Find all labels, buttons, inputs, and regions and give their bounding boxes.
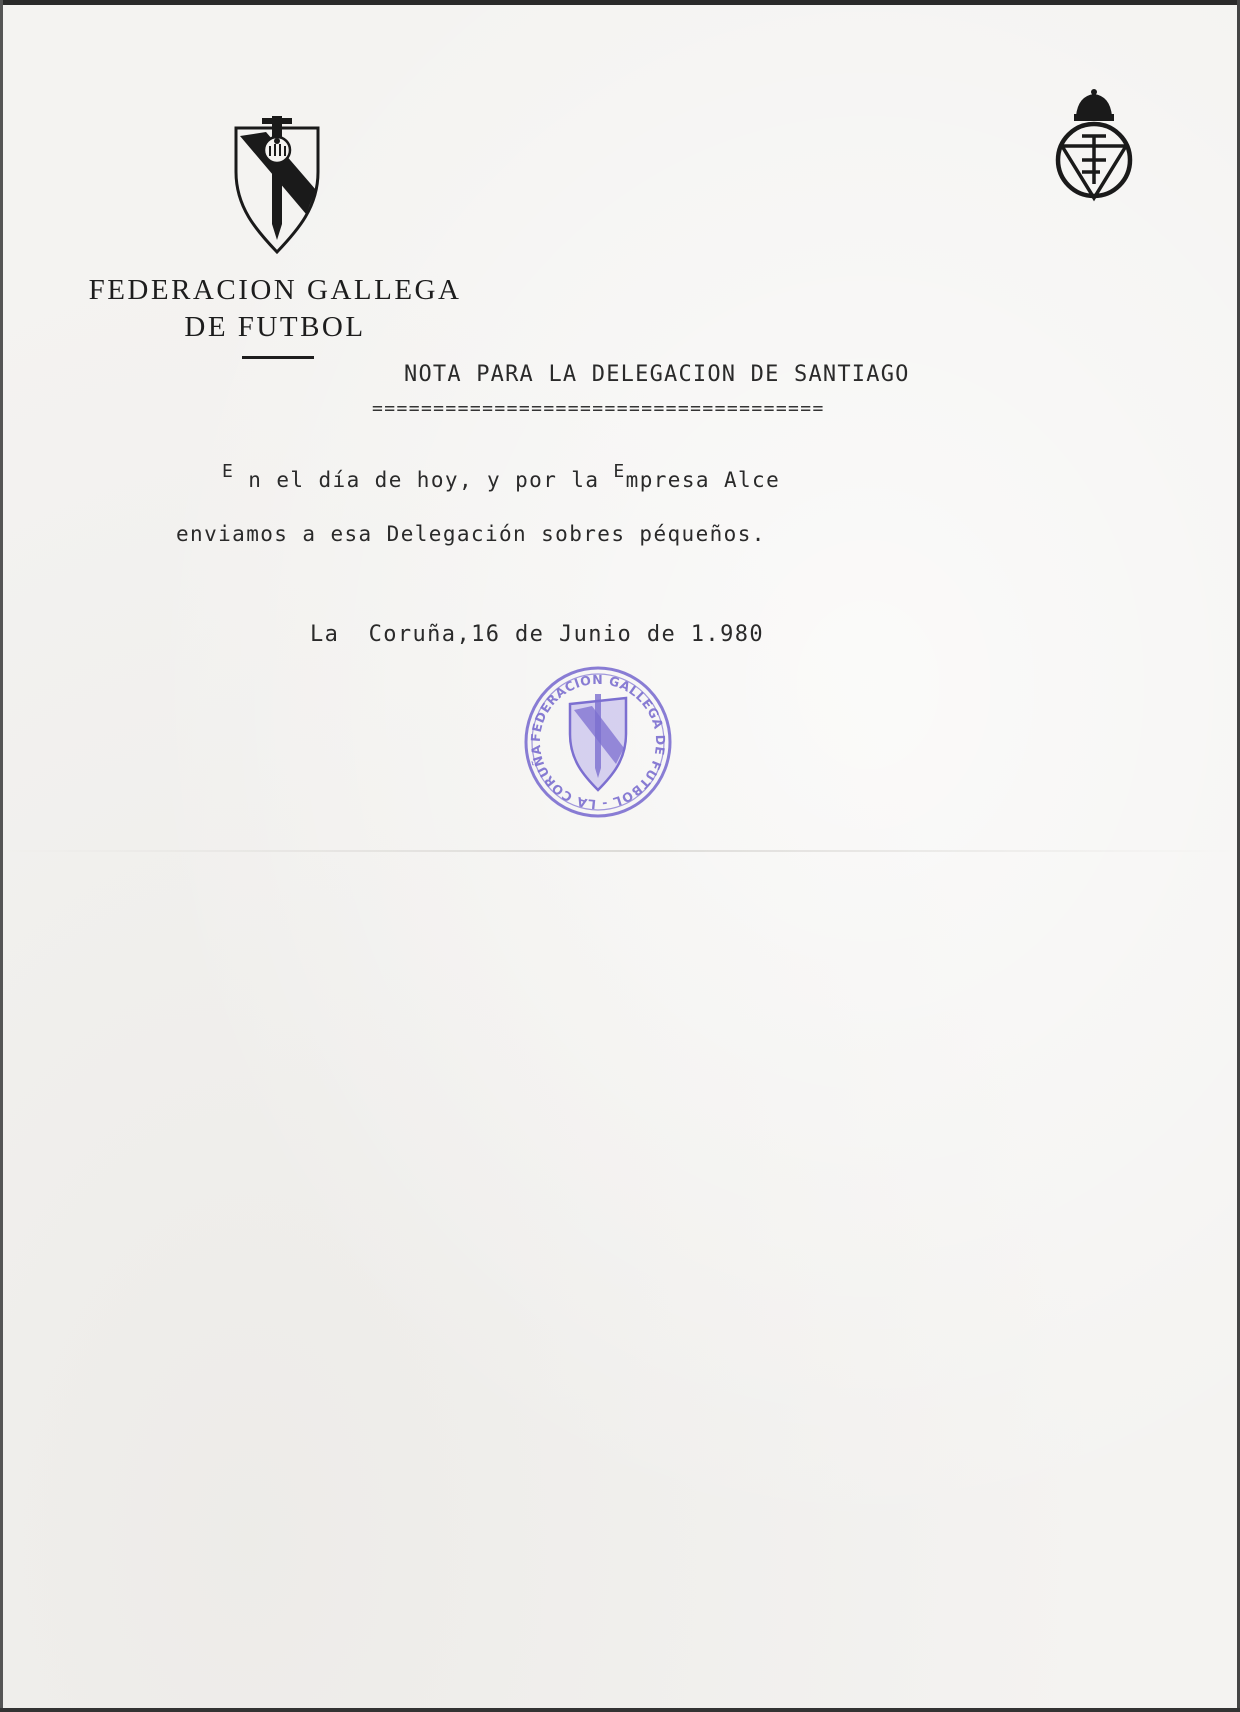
place-and-date: La Coruña,16 de Junio de 1.980	[310, 622, 764, 647]
scan-border-left	[0, 0, 3, 1712]
raised-capital: E	[222, 461, 235, 482]
federation-name-line-1: FEDERACION GALLEGA	[88, 274, 462, 306]
scan-border-bottom	[0, 1708, 1240, 1712]
raised-capital: E	[613, 461, 626, 482]
note-title: NOTA PARA LA DELEGACION DE SANTIAGO	[404, 362, 910, 387]
body-line-1	[222, 461, 781, 492]
note-title-underline: =====================================	[372, 398, 825, 419]
svg-text:FEDERACION GALLEGA DE FUTBOL -: FEDERACION GALLEGA DE FUTBOL - LA CORUÑA	[527, 671, 669, 813]
federation-name-line-2: DE FUTBOL	[184, 311, 366, 343]
federation-rubber-stamp	[522, 664, 674, 820]
royal-spanish-federation-crest-icon	[1052, 88, 1136, 206]
body-line-1-part-b: mpresa Alce	[625, 468, 781, 492]
letterhead-rule	[242, 356, 314, 359]
scan-border-top	[0, 0, 1240, 5]
galician-federation-shield-icon	[232, 112, 322, 257]
paper-fold-line	[0, 850, 1240, 852]
federation-name	[60, 272, 490, 346]
body-line-1-part-a: n el día de hoy, y por la	[234, 468, 614, 492]
body-line-2: enviamos a esa Delegación sobres péqueños.	[176, 522, 766, 546]
